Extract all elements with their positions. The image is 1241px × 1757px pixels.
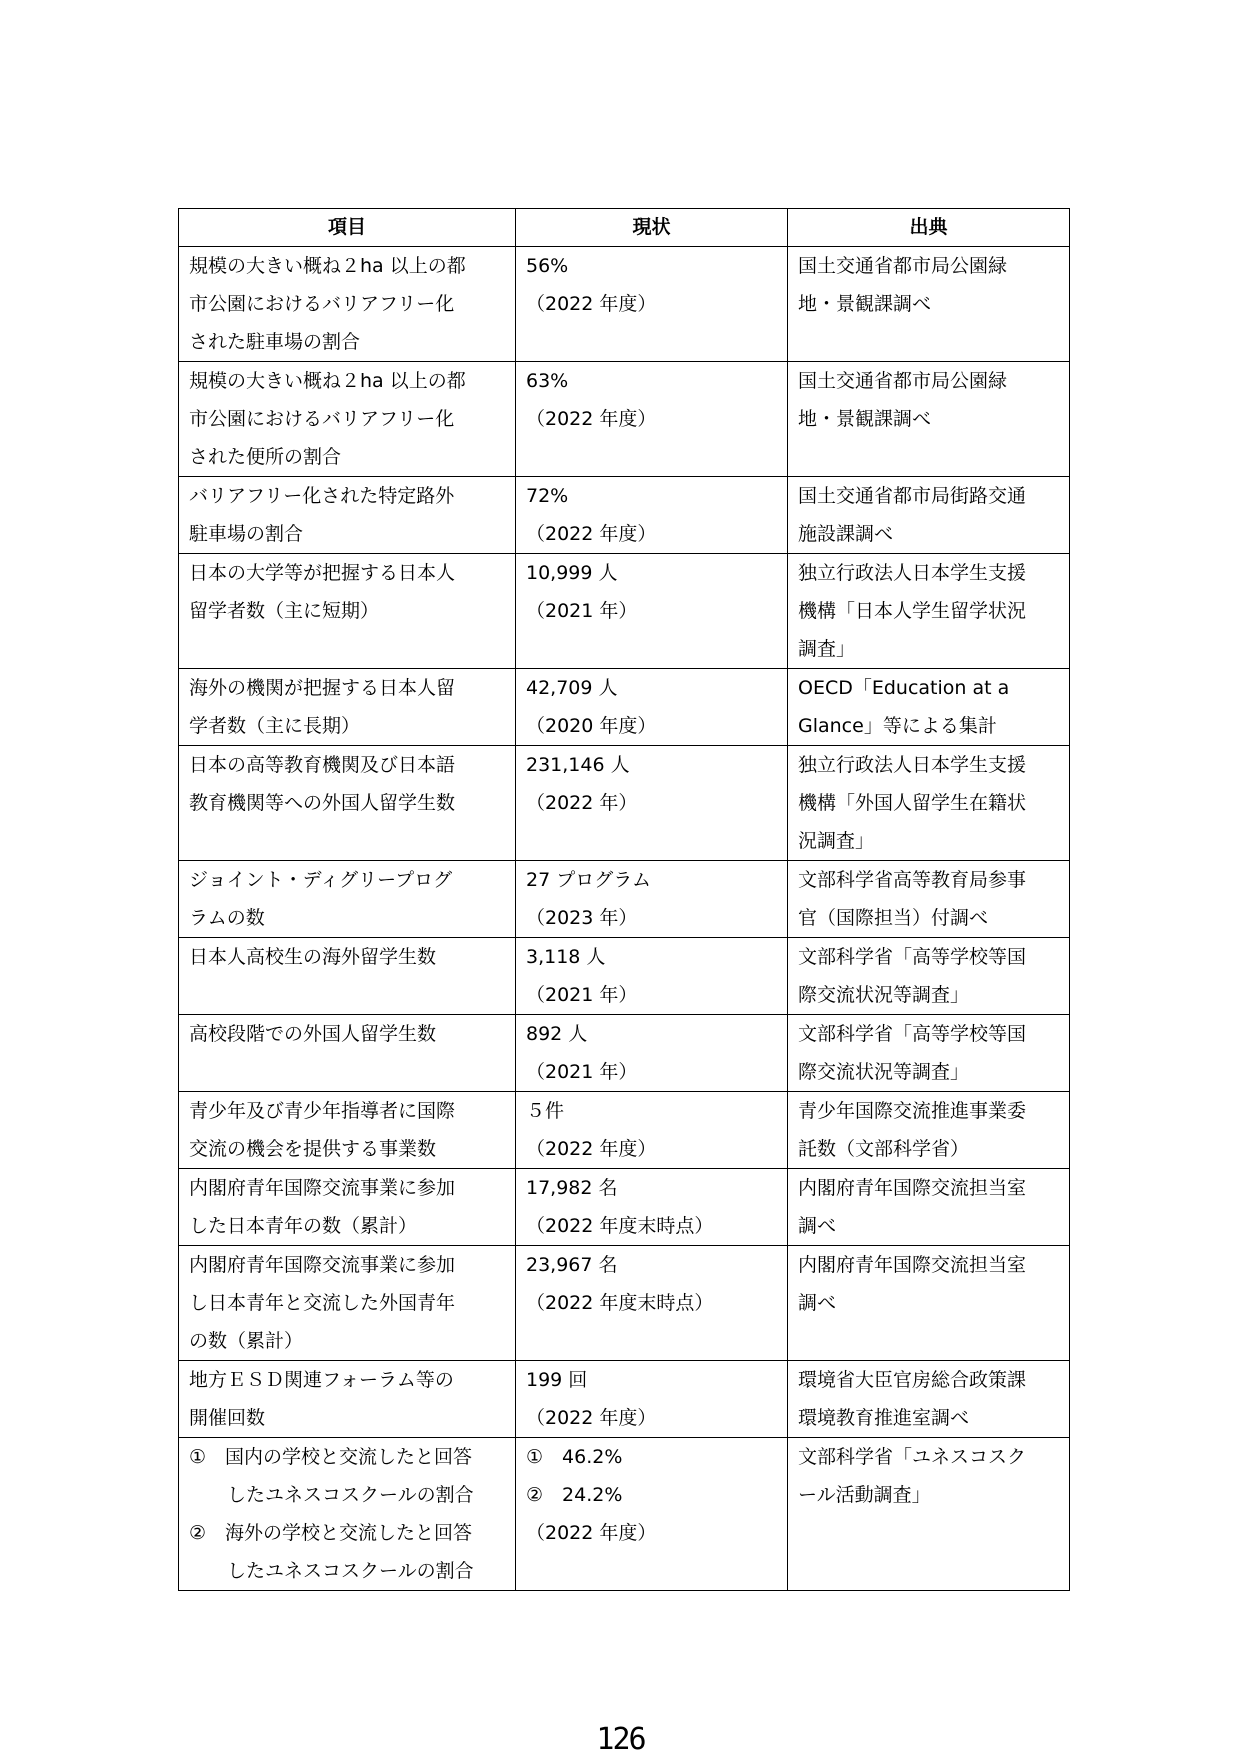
- source-cell-line: 文部科学省「高等学校等国: [798, 1023, 1027, 1045]
- source-cell: [788, 1438, 1070, 1591]
- status-cell-line: （2022 年度）: [526, 1522, 657, 1544]
- table-row: [179, 1015, 1070, 1092]
- item-cell-line: ② 海外の学校と交流したと回答: [189, 1522, 473, 1544]
- item-cell-line: 地方ＥＳＤ関連フォーラム等の: [189, 1369, 454, 1391]
- item-cell-line: 交流の機会を提供する事業数: [189, 1138, 437, 1160]
- item-cell: [179, 669, 516, 746]
- status-cell-line: 3,118 人: [526, 946, 606, 968]
- source-cell-line: 託数（文部科学省）: [798, 1138, 970, 1160]
- item-cell-line: したユネスコスクールの割合: [227, 1484, 474, 1506]
- source-cell: [788, 247, 1070, 362]
- table-row: [179, 1438, 1070, 1591]
- item-cell: [179, 362, 516, 477]
- item-cell-line: 規模の大きい概ね２ha 以上の都: [189, 255, 466, 277]
- status-cell-line: （2022 年度）: [526, 1138, 657, 1160]
- status-cell-line: （2022 年）: [526, 792, 638, 814]
- status-cell: [516, 1169, 788, 1246]
- item-cell-line: の数（累計）: [189, 1330, 304, 1352]
- item-cell-line: 教育機関等への外国人留学生数: [189, 792, 456, 814]
- column-header-status: 現状: [516, 209, 788, 247]
- item-cell-line: 日本の大学等が把握する日本人: [189, 562, 456, 584]
- source-cell: [788, 1361, 1070, 1438]
- status-cell-line: （2022 年度）: [526, 408, 657, 430]
- item-cell-line: 日本の高等教育機関及び日本語: [189, 754, 456, 776]
- item-cell: [179, 1015, 516, 1092]
- status-cell-line: 23,967 名: [526, 1254, 618, 1276]
- item-cell: [179, 554, 516, 669]
- status-cell: [516, 477, 788, 554]
- table-row: [179, 1246, 1070, 1361]
- source-cell: [788, 1246, 1070, 1361]
- item-cell-line: ① 国内の学校と交流したと回答: [189, 1446, 473, 1468]
- source-cell-line: OECD「Education at a: [798, 677, 1010, 699]
- source-cell-line: 際交流状況等調査」: [798, 984, 970, 1006]
- source-cell-line: 況調査」: [798, 830, 875, 852]
- source-cell: [788, 1015, 1070, 1092]
- source-cell-line: 文部科学省高等教育局参事: [798, 869, 1027, 891]
- item-cell: [179, 477, 516, 554]
- item-cell-line: 規模の大きい概ね２ha 以上の都: [189, 370, 466, 392]
- status-cell-line: （2020 年度）: [526, 715, 657, 737]
- table-row: [179, 1169, 1070, 1246]
- source-cell: [788, 746, 1070, 861]
- status-cell-line: 27 プログラム: [526, 869, 652, 891]
- table-row: [179, 938, 1070, 1015]
- status-cell-line: 892 人: [526, 1023, 588, 1045]
- source-cell-line: 文部科学省「高等学校等国: [798, 946, 1027, 968]
- source-cell: [788, 1092, 1070, 1169]
- column-header-source: 出典: [788, 209, 1070, 247]
- status-cell: [516, 1361, 788, 1438]
- item-cell-line: 留学者数（主に短期）: [189, 600, 380, 622]
- source-cell-line: 内閣府青年国際交流担当室: [798, 1177, 1027, 1199]
- source-cell-line: 独立行政法人日本学生支援: [798, 754, 1027, 776]
- source-cell-line: 内閣府青年国際交流担当室: [798, 1254, 1027, 1276]
- source-cell: [788, 861, 1070, 938]
- source-cell-line: 調べ: [798, 1292, 837, 1314]
- status-cell: [516, 1438, 788, 1591]
- source-cell-line: 独立行政法人日本学生支援: [798, 562, 1027, 584]
- column-header-item: 項目: [179, 209, 516, 247]
- status-cell: [516, 1092, 788, 1169]
- status-cell: [516, 746, 788, 861]
- source-cell-line: 官（国際担当）付調べ: [798, 907, 989, 929]
- status-cell: [516, 669, 788, 746]
- status-cell-line: （2022 年度末時点）: [526, 1292, 714, 1314]
- source-cell-line: 地・景観課調べ: [798, 293, 932, 315]
- status-cell-line: （2023 年）: [526, 907, 638, 929]
- source-cell-line: 青少年国際交流推進事業委: [798, 1100, 1027, 1122]
- item-cell-line: された便所の割合: [189, 446, 342, 468]
- table-row: [179, 554, 1070, 669]
- item-cell: [179, 1438, 516, 1591]
- source-cell-line: 国土交通省都市局公園緑: [798, 255, 1008, 277]
- source-cell-line: Glance」等による集計: [798, 715, 997, 737]
- item-cell: [179, 861, 516, 938]
- status-cell-line: 231,146 人: [526, 754, 630, 776]
- status-cell-line: （2022 年度）: [526, 1407, 657, 1429]
- item-cell: [179, 1361, 516, 1438]
- source-cell-line: 地・景観課調べ: [798, 408, 932, 430]
- table-row: [179, 861, 1070, 938]
- status-cell-line: （2022 年度末時点）: [526, 1215, 714, 1237]
- source-cell-line: 国土交通省都市局街路交通: [798, 485, 1027, 507]
- source-cell-line: 施設課調べ: [798, 523, 894, 545]
- source-cell-line: 際交流状況等調査」: [798, 1061, 970, 1083]
- source-cell-line: 文部科学省「ユネスコスク: [798, 1446, 1027, 1468]
- source-cell: [788, 362, 1070, 477]
- status-cell-line: 63%: [526, 370, 569, 392]
- source-cell-line: 調査」: [798, 638, 856, 660]
- status-cell: [516, 247, 788, 362]
- item-cell-line: 学者数（主に長期）: [189, 715, 361, 737]
- status-cell-line: 72%: [526, 485, 569, 507]
- source-cell-line: ール活動調査」: [798, 1484, 931, 1506]
- item-cell-line: 内閣府青年国際交流事業に参加: [189, 1254, 456, 1276]
- source-cell-line: 環境教育推進室調べ: [798, 1407, 970, 1429]
- item-cell-line: された駐車場の割合: [189, 331, 361, 353]
- source-cell-line: 機構「日本人学生留学状況: [798, 600, 1027, 622]
- status-cell-line: （2021 年）: [526, 1061, 638, 1083]
- item-cell-line: 市公園におけるバリアフリー化: [189, 293, 455, 315]
- source-cell-line: 環境省大臣官房総合政策課: [798, 1369, 1027, 1391]
- status-cell-line: （2022 年度）: [526, 293, 657, 315]
- source-cell-line: 国土交通省都市局公園緑: [798, 370, 1008, 392]
- table-row: [179, 362, 1070, 477]
- page-number: 126: [596, 1722, 645, 1757]
- item-cell-line: 市公園におけるバリアフリー化: [189, 408, 455, 430]
- status-cell-line: 56%: [526, 255, 569, 277]
- source-cell: [788, 938, 1070, 1015]
- item-cell-line: した日本青年の数（累計）: [189, 1215, 418, 1237]
- status-cell: [516, 861, 788, 938]
- source-cell-line: 調べ: [798, 1215, 837, 1237]
- status-cell-line: ② 24.2%: [526, 1484, 623, 1506]
- status-cell: [516, 1246, 788, 1361]
- table-row: [179, 247, 1070, 362]
- status-cell-line: （2021 年）: [526, 600, 638, 622]
- status-cell-line: 42,709 人: [526, 677, 618, 699]
- header-row: [179, 209, 1070, 247]
- item-cell-line: ラムの数: [189, 907, 265, 929]
- status-cell-line: 17,982 名: [526, 1177, 618, 1199]
- status-cell: [516, 1015, 788, 1092]
- item-cell-line: 海外の機関が把握する日本人留: [189, 677, 456, 699]
- item-cell: [179, 938, 516, 1015]
- item-cell-line: 青少年及び青少年指導者に国際: [189, 1100, 456, 1122]
- source-cell-line: 機構「外国人留学生在籍状: [798, 792, 1027, 814]
- item-cell-line: 高校段階での外国人留学生数: [189, 1023, 437, 1045]
- status-cell-line: ５件: [526, 1100, 565, 1122]
- item-cell: [179, 1092, 516, 1169]
- table-row: [179, 746, 1070, 861]
- item-cell-line: ジョイント・ディグリープログ: [189, 869, 453, 891]
- item-cell: [179, 1246, 516, 1361]
- item-cell-line: 日本人高校生の海外留学生数: [189, 946, 437, 968]
- table-row: [179, 477, 1070, 554]
- status-cell-line: 199 回: [526, 1369, 588, 1391]
- item-cell-line: 内閣府青年国際交流事業に参加: [189, 1177, 456, 1199]
- source-cell: [788, 554, 1070, 669]
- status-cell-line: （2022 年度）: [526, 523, 657, 545]
- status-cell-line: ① 46.2%: [526, 1446, 623, 1468]
- table-row: [179, 1361, 1070, 1438]
- item-cell: [179, 247, 516, 362]
- item-cell-line: 開催回数: [189, 1407, 266, 1429]
- source-cell: [788, 477, 1070, 554]
- source-cell: [788, 669, 1070, 746]
- item-cell-line: し日本青年と交流した外国青年: [189, 1292, 456, 1314]
- item-cell: [179, 1169, 516, 1246]
- table-row: [179, 669, 1070, 746]
- status-cell: [516, 554, 788, 669]
- status-cell: [516, 362, 788, 477]
- item-cell-line: 駐車場の割合: [189, 523, 304, 545]
- status-cell: [516, 938, 788, 1015]
- item-cell: [179, 746, 516, 861]
- status-cell-line: 10,999 人: [526, 562, 618, 584]
- status-cell-line: （2021 年）: [526, 984, 638, 1006]
- item-cell-line: バリアフリー化された特定路外: [189, 485, 455, 507]
- source-cell: [788, 1169, 1070, 1246]
- table-row: [179, 1092, 1070, 1169]
- indicator-table: [178, 208, 1070, 1591]
- item-cell-line: したユネスコスクールの割合: [227, 1560, 474, 1582]
